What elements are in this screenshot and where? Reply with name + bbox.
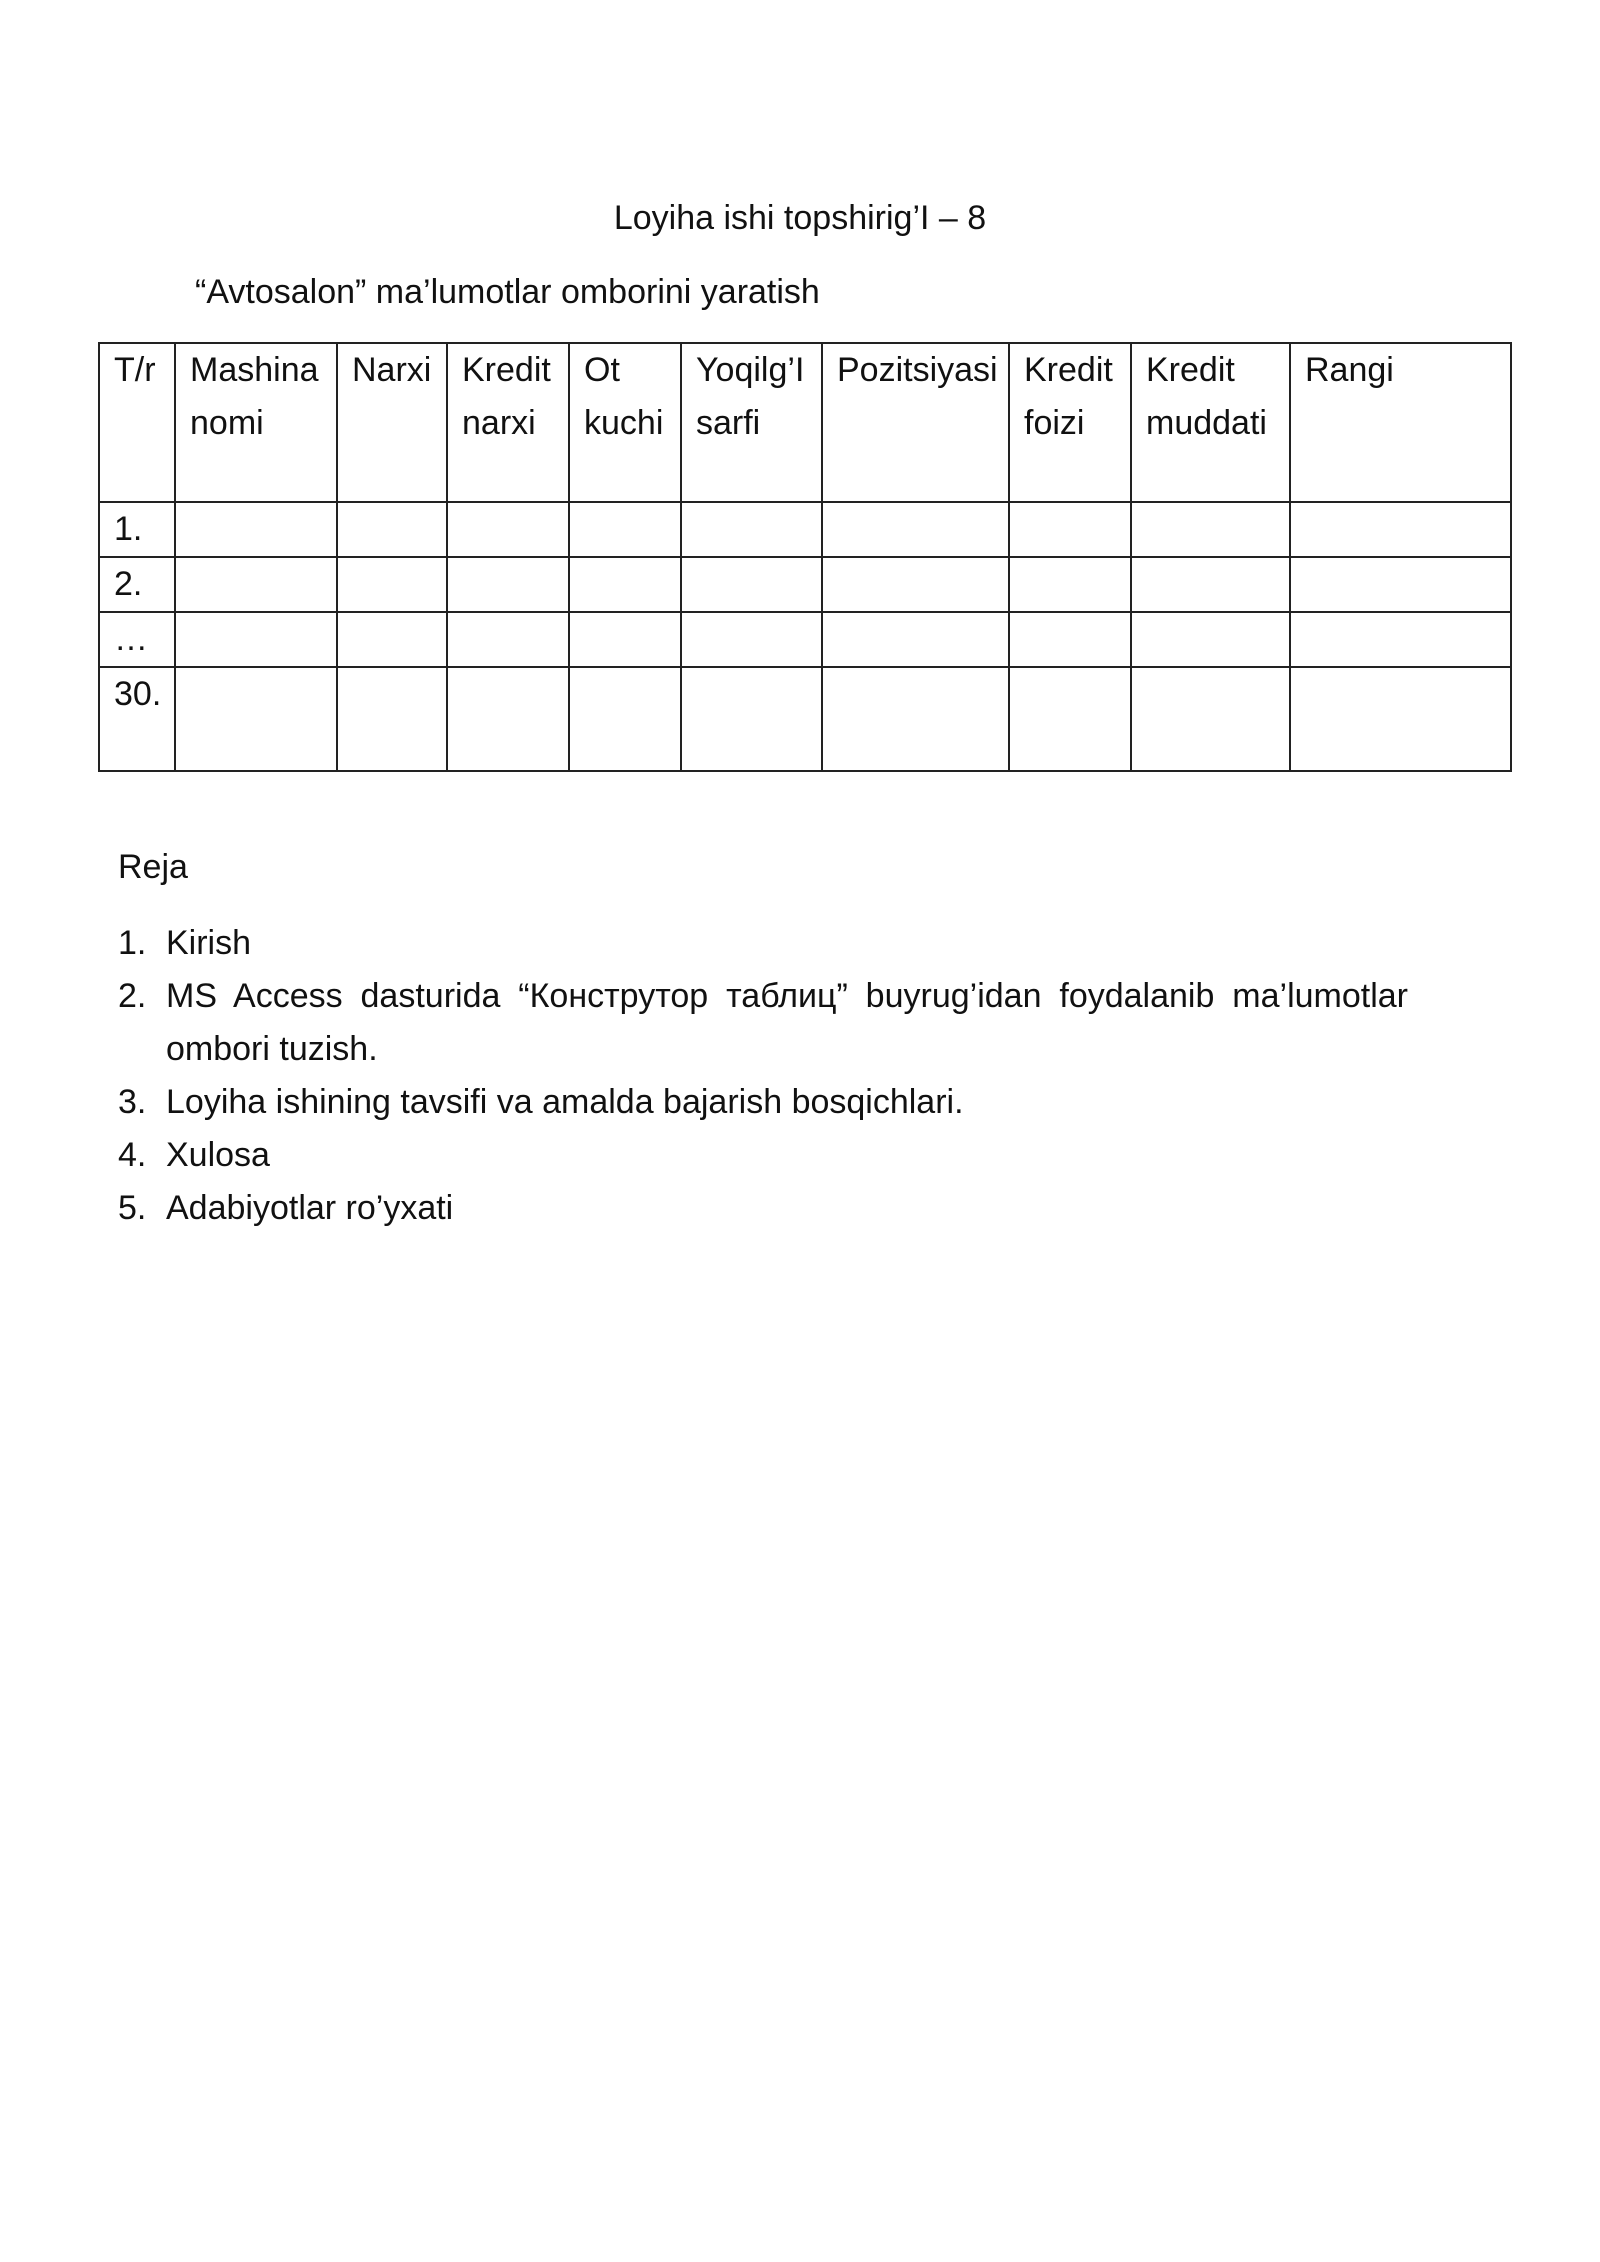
column-header-yoqilgi-sarfi: Yoqilg’I sarfi <box>681 343 822 502</box>
list-item-number: 1. <box>118 924 147 962</box>
table-cell <box>1131 502 1290 557</box>
table-cell <box>175 612 337 667</box>
plan-heading: Reja <box>118 848 188 886</box>
table-row <box>99 612 1511 667</box>
table-cell <box>1290 667 1511 771</box>
table-cell <box>1131 667 1290 771</box>
table-cell <box>337 612 447 667</box>
table-cell <box>681 557 822 612</box>
table-cell <box>337 557 447 612</box>
list-item <box>118 970 1408 1076</box>
table-cell <box>681 667 822 771</box>
column-header-kredit-muddati: Kredit muddati <box>1131 343 1290 502</box>
column-header-rangi: Rangi <box>1290 343 1511 502</box>
table-cell <box>1009 667 1131 771</box>
table-row <box>99 667 1511 771</box>
list-item-number: 3. <box>118 1083 147 1121</box>
table-cell <box>681 612 822 667</box>
table-cell <box>569 612 681 667</box>
table-cell <box>337 502 447 557</box>
column-header-pozitsiyasi: Pozitsiyasi <box>822 343 1009 502</box>
table-cell <box>447 612 569 667</box>
table-cell <box>822 502 1009 557</box>
list-item-number: 4. <box>118 1136 147 1174</box>
table-cell <box>1290 502 1511 557</box>
list-item-text: Kirish <box>166 924 252 962</box>
table-header-row <box>99 343 1511 502</box>
table-cell <box>447 502 569 557</box>
table-cell <box>1290 612 1511 667</box>
page-title: Loyiha ishi topshirig’I – 8 <box>613 199 987 237</box>
table-cell <box>447 557 569 612</box>
data-table <box>98 342 1512 772</box>
table-cell <box>175 557 337 612</box>
list-item-text: MS Access dasturida “Конструтор таблиц” buyrug’idan foydalanib ma’lumotlar ombori tuzish. <box>166 977 1408 1068</box>
table-cell <box>337 667 447 771</box>
list-item-text: Loyiha ishining tavsifi va amalda bajarish bosqichlari. <box>166 1083 964 1121</box>
table-cell <box>1131 557 1290 612</box>
column-header-kredit-narxi: Kredit narxi <box>447 343 569 502</box>
table-cell <box>569 502 681 557</box>
table-cell <box>569 667 681 771</box>
column-header-kredit-foizi: Kredit foizi <box>1009 343 1131 502</box>
column-header-ot-kuchi: Ot kuchi <box>569 343 681 502</box>
document-subtitle: “Avtosalon” ma’lumotlar omborini yaratish <box>195 273 820 311</box>
list-item-number: 5. <box>118 1189 147 1227</box>
table-cell <box>447 667 569 771</box>
table-cell: 2. <box>99 557 175 612</box>
table-cell <box>1009 612 1131 667</box>
table-cell <box>569 557 681 612</box>
table-cell <box>175 667 337 771</box>
list-item-text: Adabiyotlar ro’yxati <box>166 1189 454 1227</box>
list-item-text: Xulosa <box>166 1136 270 1174</box>
table-cell <box>822 667 1009 771</box>
table-cell <box>1131 612 1290 667</box>
table-cell: 1. <box>99 502 175 557</box>
column-header-mashina-nomi: Mashina nomi <box>175 343 337 502</box>
table-cell <box>1290 557 1511 612</box>
list-item <box>118 1129 1408 1182</box>
column-header-tr: T/r <box>99 343 175 502</box>
table-row <box>99 557 1511 612</box>
table-cell <box>822 557 1009 612</box>
list-item <box>118 1182 1408 1235</box>
plan-list <box>118 917 1408 1235</box>
table-cell <box>681 502 822 557</box>
table-cell <box>1009 502 1131 557</box>
list-item <box>118 1076 1408 1129</box>
table-cell <box>1009 557 1131 612</box>
table-row <box>99 502 1511 557</box>
table-cell: … <box>99 612 175 667</box>
list-item-number: 2. <box>118 977 147 1015</box>
list-item <box>118 917 1408 970</box>
table-cell <box>175 502 337 557</box>
table-cell <box>822 612 1009 667</box>
table-cell: 30. <box>99 667 175 771</box>
column-header-narxi: Narxi <box>337 343 447 502</box>
